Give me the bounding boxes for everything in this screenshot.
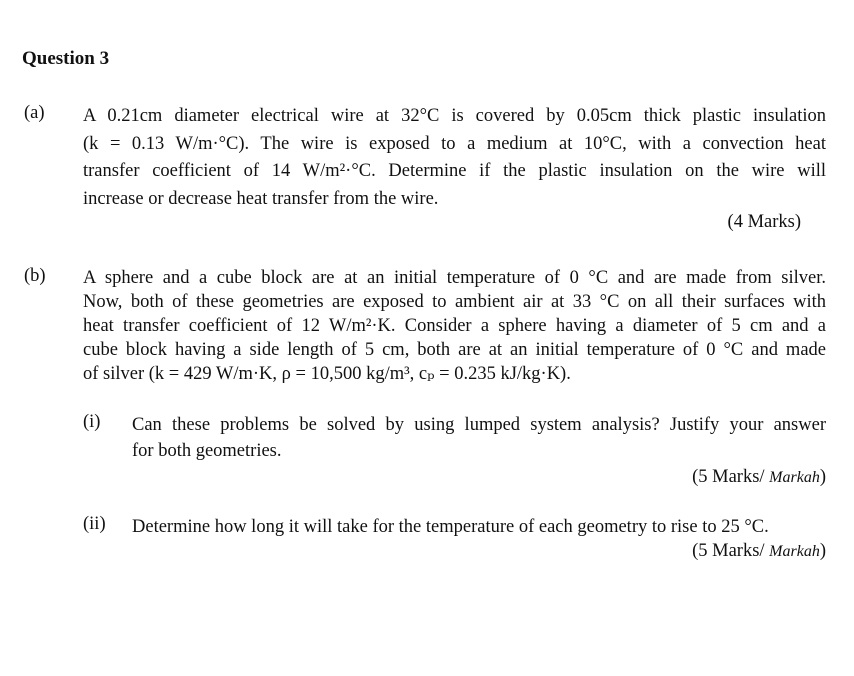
part-a-label: (a) xyxy=(24,103,45,123)
part-b-text xyxy=(83,266,826,386)
sub-ii-text xyxy=(132,514,826,540)
sub-ii-label: (ii) xyxy=(83,514,106,534)
question-title: Question 3 xyxy=(22,48,110,69)
sub-i-marks-italic: Markah xyxy=(769,469,820,486)
part-a-marks: (4 Marks) xyxy=(727,212,801,232)
part-a-line-2: (k = 0.13 W/m·°C). The wire is exposed to a medium at 10°C, with a convection heat xyxy=(83,133,826,154)
sub-ii-marks xyxy=(692,541,826,562)
part-b-line-3: heat transfer coefficient of 12 W/m²·K. Consider a sphere having a diameter of 5 cm and a xyxy=(83,316,826,336)
part-a-text xyxy=(83,103,826,213)
part-b-line-5: of silver (k = 429 W/m·K, ρ = 10,500 kg/m³, cₚ = 0.235 kJ/kg·K). xyxy=(83,364,571,384)
part-b-label: (b) xyxy=(24,266,46,286)
sub-ii-marks-close: ) xyxy=(819,541,826,561)
sub-ii-marks-italic: Markah xyxy=(769,543,820,560)
part-a-line-3: transfer coefficient of 14 W/m²·°C. Determine if the plastic insulation on the wire will xyxy=(83,161,826,181)
sub-i-marks-close: ) xyxy=(819,467,826,487)
sub-i-marks-text: (5 Marks/ xyxy=(692,467,770,487)
sub-ii-marks-text: (5 Marks/ xyxy=(692,541,770,561)
part-a-line-1: A 0.21cm diameter electrical wire at 32°C is covered by 0.05cm thick plastic insulation xyxy=(83,106,826,126)
sub-i-line-1: Can these problems be solved by using lumped system analysis? Justify your answer xyxy=(132,415,826,435)
part-b-line-2: Now, both of these geometries are exposed to ambient air at 33 °C on all their surfaces with xyxy=(83,292,826,312)
part-b-line-4: cube block having a side length of 5 cm, both are at an initial temperature of 0 °C and made xyxy=(83,340,826,360)
part-a-line-4: increase or decrease heat transfer from the wire. xyxy=(83,188,439,209)
sub-i-line-2: for both geometries. xyxy=(132,441,282,461)
part-b-line-1: A sphere and a cube block are at an initial temperature of 0 °C and are made from silver. xyxy=(83,268,826,288)
sub-i-text xyxy=(132,412,826,464)
sub-i-marks xyxy=(692,467,826,488)
sub-i-label: (i) xyxy=(83,412,101,432)
sub-ii-line-1: Determine how long it will take for the temperature of each geometry to rise to 25 °C. xyxy=(132,517,769,537)
